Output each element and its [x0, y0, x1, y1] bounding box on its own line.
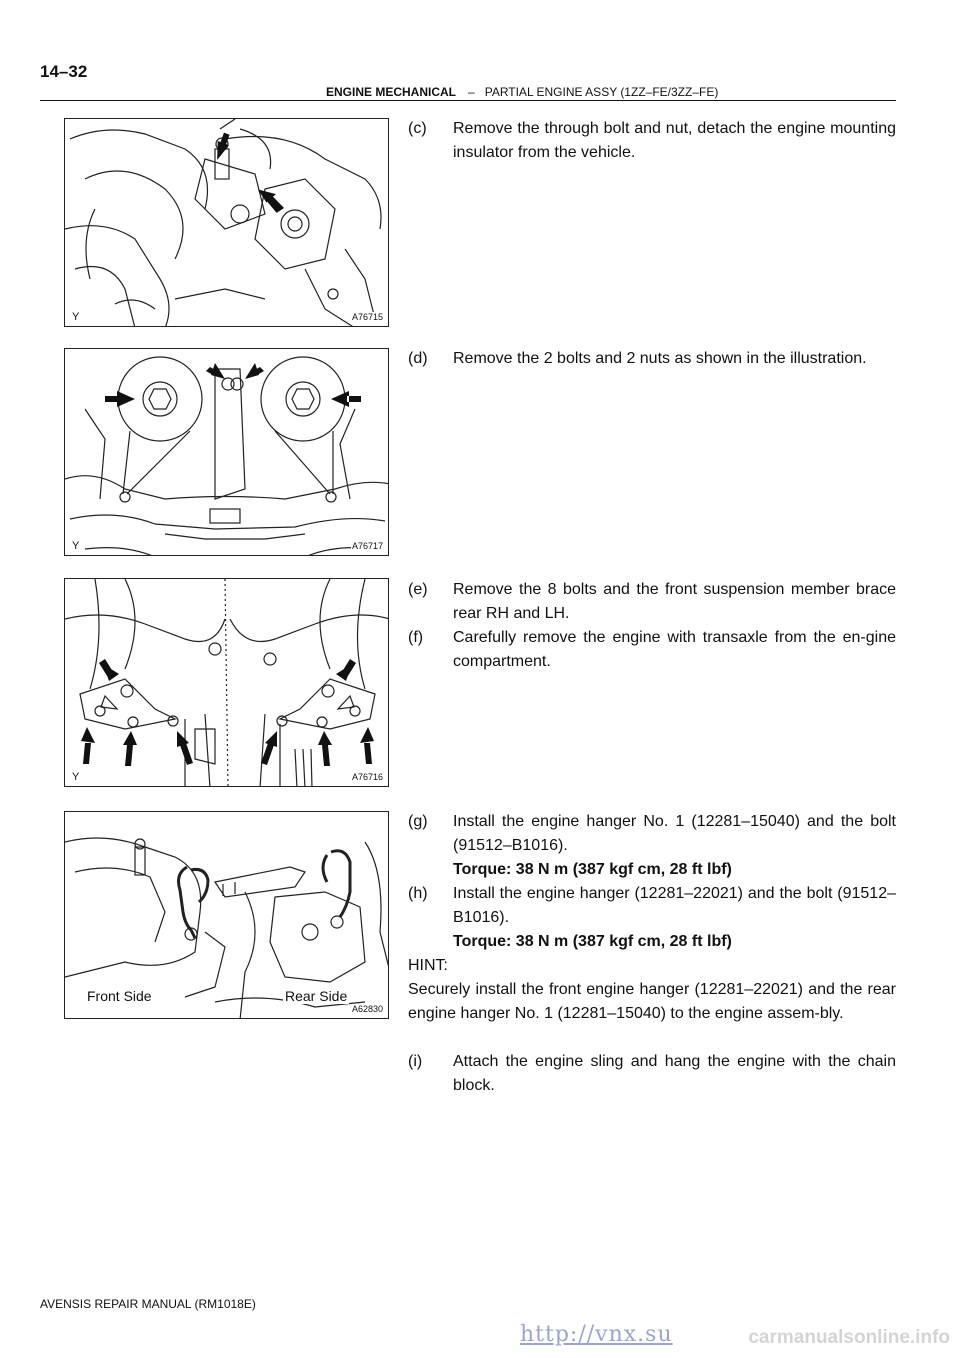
step-text: Remove the through bolt and nut, detach the engine mounting insulator from the vehicle.	[453, 120, 896, 161]
step-marker: (f)	[408, 629, 424, 646]
rear-side-label: Rear Side	[285, 988, 348, 1004]
torque-spec: Torque: 38 N m (387 kgf cm, 28 ft lbf)	[453, 933, 732, 950]
step-text	[453, 882, 896, 954]
figure-engine-mount-insulator	[64, 118, 389, 327]
step-g	[408, 810, 896, 882]
figure-code: A76715	[351, 312, 383, 322]
step-text	[453, 810, 896, 882]
figure-corner-label: Y	[72, 540, 80, 552]
step-instruction: Install the engine hanger (12281–22021) and the bolt (91512–B1016).	[453, 885, 896, 926]
step-text: Remove the 8 bolts and the front suspension member brace rear RH and LH.	[453, 581, 896, 622]
step-f	[408, 626, 896, 674]
figure-suspension-brace	[64, 578, 389, 787]
step-marker: (i)	[408, 1053, 423, 1070]
figure-code: A62830	[351, 1004, 383, 1014]
watermark-site: carmanualsonline.info	[748, 1327, 950, 1348]
step-text: Remove the 2 bolts and 2 nuts as shown in the illustration.	[453, 350, 867, 367]
watermark-link[interactable]: http://vnx.su	[520, 1322, 673, 1347]
step-d	[408, 347, 896, 371]
figure-bolts-nuts	[64, 348, 389, 556]
step-marker: (e)	[408, 581, 428, 598]
step-text: Carefully remove the engine with transaxle from the en-gine compartment.	[453, 629, 896, 670]
hint-label: HINT:	[408, 957, 448, 974]
figure-code: A76717	[351, 541, 383, 551]
figure-code: A76716	[351, 772, 383, 782]
front-side-label: Front Side	[87, 988, 152, 1004]
header-separator: –	[468, 85, 475, 99]
step-e	[408, 578, 896, 626]
step-marker: (d)	[408, 350, 428, 367]
page-number: 14–32	[40, 62, 88, 81]
subsection-title: PARTIAL ENGINE ASSY (1ZZ–FE/3ZZ–FE)	[484, 85, 719, 99]
torque-spec: Torque: 38 N m (387 kgf cm, 28 ft lbf)	[453, 861, 732, 878]
step-c	[408, 117, 896, 165]
step-i	[408, 1050, 896, 1098]
figure-corner-label: Y	[72, 771, 80, 783]
arrow-markers	[65, 579, 389, 787]
step-text: Attach the engine sling and hang the engine with the chain block.	[453, 1053, 896, 1094]
step-marker: (c)	[408, 120, 427, 137]
arrow-markers	[65, 119, 389, 327]
step-instruction: Install the engine hanger No. 1 (12281–15040) and the bolt (91512–B1016).	[453, 813, 896, 854]
step-marker: (g)	[408, 813, 428, 830]
figure-corner-label: Y	[72, 311, 80, 323]
arrow-markers	[65, 349, 389, 556]
section-title: ENGINE MECHANICAL	[326, 85, 457, 99]
step-h	[408, 882, 896, 954]
footer-manual-title: AVENSIS REPAIR MANUAL (RM1018E)	[40, 1297, 256, 1311]
step-marker: (h)	[408, 885, 428, 902]
running-header	[326, 85, 718, 99]
figure-engine-hangers	[64, 811, 389, 1019]
header-rule	[40, 100, 896, 101]
hint-text: Securely install the front engine hanger (12281–22021) and the rear engine hanger No. 1 (12281–15040) to the engine assem-bly.	[408, 981, 896, 1022]
